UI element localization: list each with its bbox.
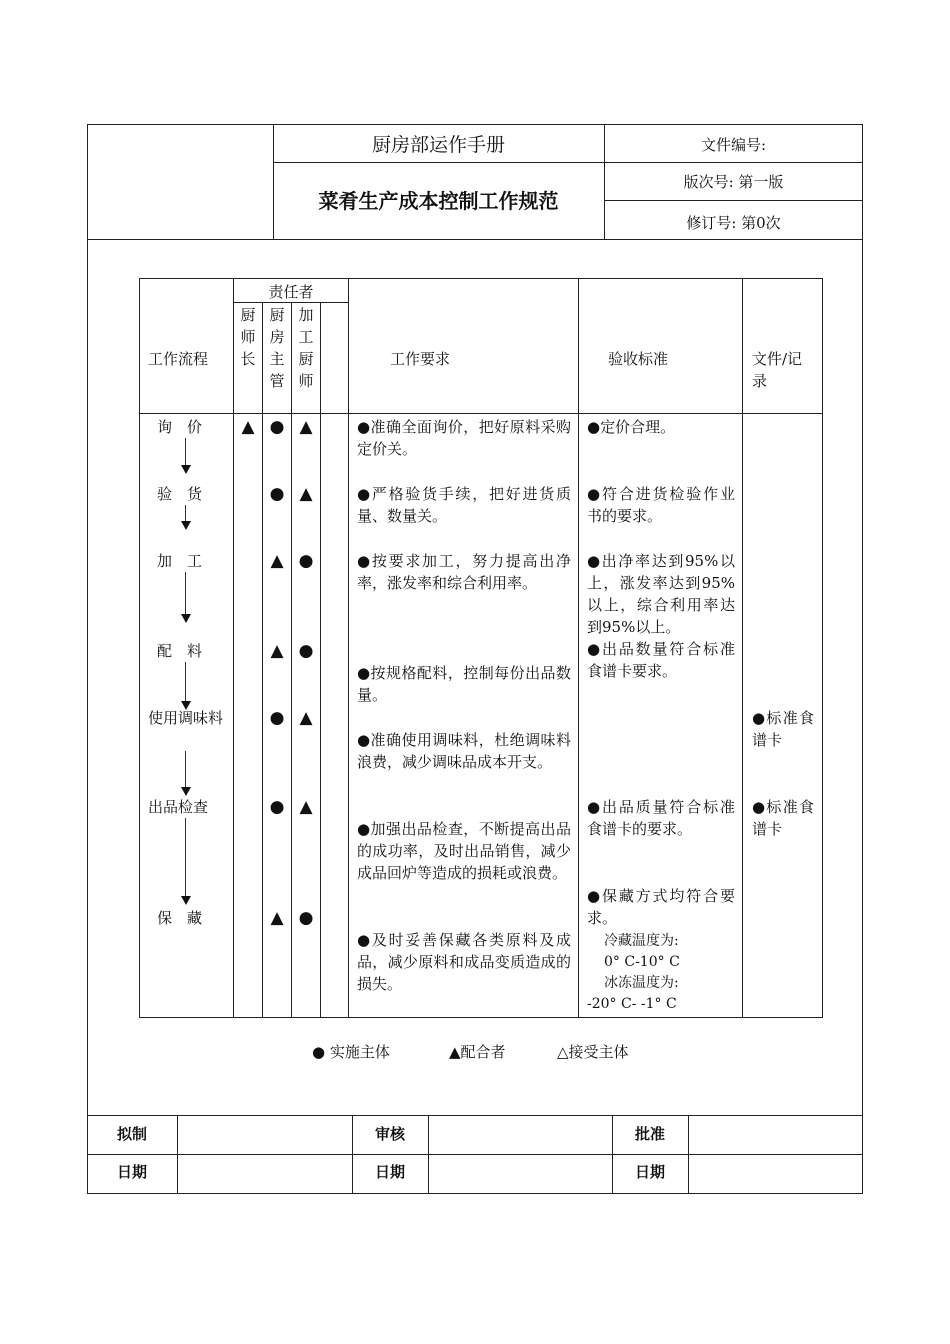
- step-processing: 加 工: [157, 552, 203, 570]
- header-responsible: 责任者: [268, 283, 314, 301]
- footer-review-label: 审核: [374, 1125, 405, 1143]
- acc-inquiry: ●定价合理。: [587, 418, 676, 436]
- footer-date-label: 日期: [116, 1163, 147, 1181]
- col-divider-responsible: [348, 278, 349, 1018]
- header-row-divider: [273, 162, 863, 163]
- approve-date-field[interactable]: [689, 1155, 862, 1193]
- footer-date-label: 日期: [374, 1163, 405, 1181]
- acc-inspection: ●符合进货检验作业书的要求。: [587, 485, 735, 525]
- flow-arrow-line: [185, 662, 186, 702]
- acc-storage: ●保藏方式均符合要求。: [587, 887, 735, 927]
- req-seasoning: ●准确使用调味料，杜绝调味料浪费，减少调味品成本开支。: [357, 731, 571, 771]
- col-divider-requirements: [578, 278, 579, 1018]
- outer-left-border: [87, 124, 88, 1194]
- flow-arrow-head: [181, 787, 191, 796]
- footer-approve-label: 批准: [634, 1125, 665, 1143]
- mark-prep-cook: ●: [298, 908, 314, 928]
- col-divider-role3: [320, 302, 321, 1018]
- mark-supervisor: ●: [269, 708, 285, 728]
- req-processing: ●按要求加工，努力提高出净率，涨发率和综合利用率。: [357, 552, 571, 592]
- col-divider-role2: [291, 302, 292, 1018]
- flow-arrow-line: [185, 438, 186, 466]
- req-batching: ●按规格配料，控制每份出品数量。: [357, 664, 571, 704]
- draft-date-field[interactable]: [178, 1155, 352, 1193]
- mark-supervisor: ▲: [270, 908, 284, 928]
- header-requirements: 工作要求: [390, 350, 451, 368]
- col-divider-workflow: [233, 278, 234, 1018]
- review-date-field[interactable]: [429, 1155, 612, 1193]
- flow-arrow-head: [181, 701, 191, 710]
- file-number-label: 文件编号:: [700, 136, 767, 154]
- revision-label: 修订号: 第0次: [686, 214, 781, 232]
- mark-prep-cook: ▲: [299, 708, 313, 728]
- mark-supervisor: ●: [269, 797, 285, 817]
- step-inspection: 验 货: [157, 485, 203, 503]
- table-top-border: [139, 278, 823, 279]
- mark-supervisor: ▲: [270, 641, 284, 661]
- req-inspection: ●严格验货手续，把好进货质量、数量关。: [357, 485, 571, 525]
- req-storage: ●及时妥善保藏各类原料及成品，减少原料和成品变质造成的损失。: [357, 931, 571, 993]
- outer-top-border: [87, 124, 863, 125]
- mark-supervisor: ●: [269, 417, 285, 437]
- step-seasoning: 使用调味料: [148, 709, 224, 727]
- step-quality-check: 出品检查: [148, 798, 209, 816]
- req-inquiry: ●准确全面询价，把好原料采购定价关。: [357, 418, 571, 458]
- flow-arrow-head: [181, 521, 191, 530]
- acc-processing: ●出净率达到95%以上，涨发率达到95%以上，综合利用率达到95%以上。: [587, 552, 735, 636]
- step-storage: 保 藏: [157, 909, 203, 927]
- legend-accept: △接受主体: [557, 1043, 629, 1061]
- doc-title: 菜肴生产成本控制工作规范: [318, 189, 559, 213]
- table-left-border: [139, 278, 140, 1018]
- mark-chef: ▲: [241, 417, 255, 437]
- col-divider-acceptance: [742, 278, 743, 1018]
- flow-arrow-head: [181, 896, 191, 905]
- mark-supervisor: ●: [269, 484, 285, 504]
- rec-quality-check: ●标准食谱卡: [752, 798, 814, 838]
- header-acceptance: 验收标准: [608, 350, 669, 368]
- freeze-storage-range: -20° C- -1° C: [587, 996, 677, 1012]
- header-meta-divider: [604, 200, 863, 201]
- draft-value-field[interactable]: [178, 1116, 352, 1154]
- footer-date-label: 日期: [634, 1163, 665, 1181]
- flow-arrow-line: [185, 818, 186, 896]
- cold-storage-label: 冷藏温度为:: [604, 933, 679, 949]
- mark-supervisor: ▲: [270, 551, 284, 571]
- review-value-field[interactable]: [429, 1116, 612, 1154]
- header-role-chef: 厨师长: [240, 306, 256, 368]
- acc-batching: ●出品数量符合标准食谱卡要求。: [587, 640, 735, 680]
- header-bottom-border: [87, 239, 863, 240]
- header-role-prep-cook: 加工厨师: [298, 306, 314, 390]
- approve-value-field[interactable]: [689, 1116, 862, 1154]
- outer-bottom-border: [87, 1193, 863, 1194]
- flow-arrow-line: [185, 751, 186, 787]
- legend-cooperate: ▲配合者: [449, 1043, 506, 1061]
- version-label: 版次号: 第一版: [683, 173, 784, 191]
- rec-seasoning: ●标准食谱卡: [752, 709, 814, 749]
- header-records: 文件/记录: [752, 350, 803, 390]
- legend-implement: ● 实施主体: [312, 1043, 390, 1061]
- mark-prep-cook: ▲: [299, 797, 313, 817]
- flow-arrow-line: [185, 572, 186, 614]
- req-quality-check: ●加强出品检查，不断提高出品的成功率，及时出品销售，减少成品回炉等造成的损耗或浪费。: [357, 820, 571, 882]
- col-divider-role1: [262, 302, 263, 1018]
- table-bottom-border: [139, 1017, 823, 1018]
- table-header-bottom: [139, 413, 823, 414]
- flow-arrow-head: [181, 465, 191, 474]
- outer-right-border: [862, 124, 863, 1194]
- mark-prep-cook: ▲: [299, 417, 313, 437]
- freeze-storage-label: 冰冻温度为:: [604, 975, 679, 991]
- acc-quality-check: ●出品质量符合标准食谱卡的要求。: [587, 798, 735, 838]
- step-batching: 配 料: [157, 642, 203, 660]
- mark-prep-cook: ●: [298, 641, 314, 661]
- cold-storage-range: 0° C-10° C: [604, 954, 680, 970]
- step-inquiry: 询 价: [157, 418, 203, 436]
- flow-arrow-head: [181, 614, 191, 623]
- flow-arrow-line: [185, 505, 186, 521]
- dept-manual-title: 厨房部运作手册: [371, 134, 505, 156]
- mark-prep-cook: ▲: [299, 484, 313, 504]
- footer-draft-label: 拟制: [116, 1125, 147, 1143]
- mark-prep-cook: ●: [298, 551, 314, 571]
- table-right-border: [822, 278, 823, 1018]
- header-workflow: 工作流程: [148, 350, 209, 368]
- header-role-kitchen-supervisor: 厨房主管: [269, 306, 285, 390]
